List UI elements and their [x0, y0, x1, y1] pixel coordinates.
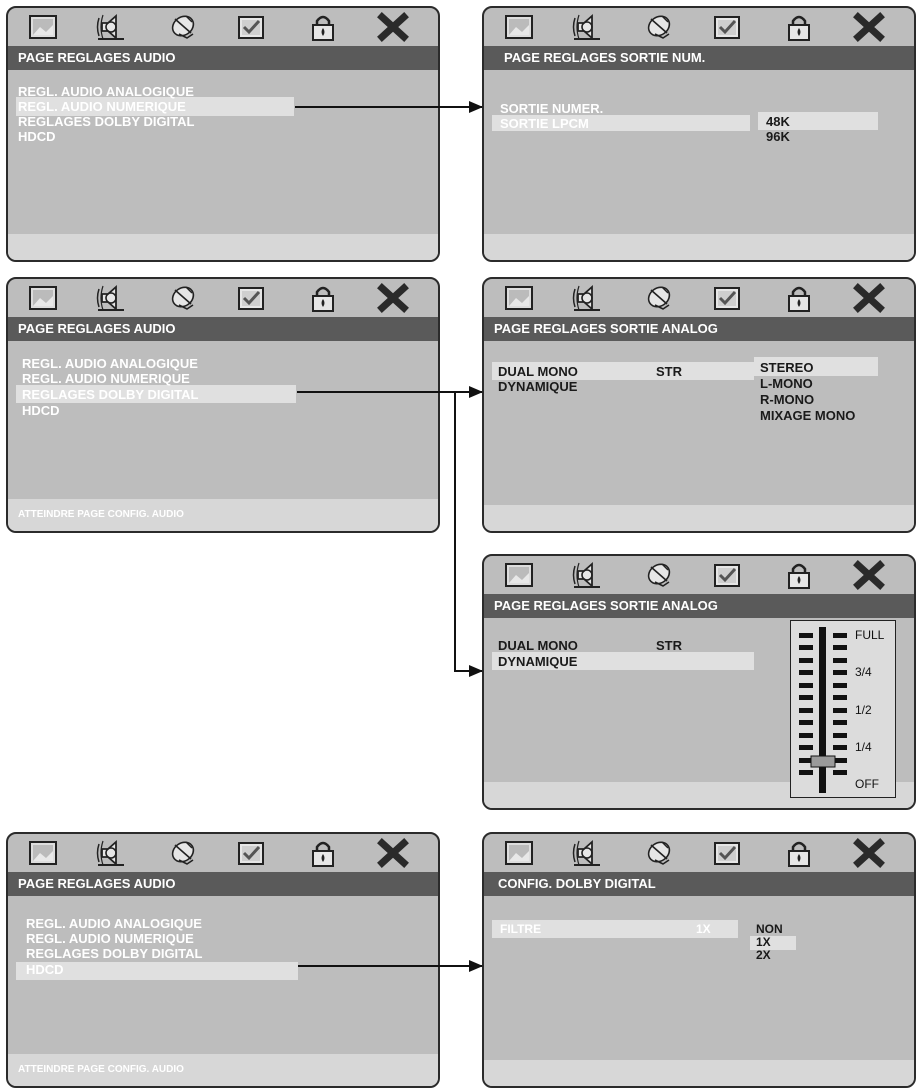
- checkbox-check-icon[interactable]: [710, 560, 744, 590]
- analog-output-panel-2: [482, 554, 916, 810]
- dual-mono-value: STR: [656, 364, 682, 379]
- speaker-audio-icon[interactable]: [94, 12, 128, 42]
- icon-bar: [8, 8, 438, 46]
- page-title: PAGE REGLAGES SORTIE ANALOG: [484, 317, 914, 341]
- satellite-dish-icon[interactable]: [166, 283, 200, 313]
- menu-item-hdcd[interactable]: HDCD: [22, 403, 60, 418]
- close-x-icon[interactable]: [852, 838, 886, 868]
- menu-item-analog-audio[interactable]: REGL. AUDIO ANALOGIQUE: [26, 916, 202, 931]
- padlock-icon[interactable]: [782, 560, 816, 590]
- audio-setup-panel-1: [6, 6, 440, 262]
- icon-bar: [8, 279, 438, 317]
- menu-item-dual-mono[interactable]: DUAL MONO: [498, 364, 578, 379]
- padlock-icon[interactable]: [782, 12, 816, 42]
- menu-item-lpcm-output[interactable]: SORTIE LPCM: [500, 116, 589, 131]
- option-stereo[interactable]: STEREO: [760, 360, 814, 375]
- satellite-dish-icon[interactable]: [166, 12, 200, 42]
- speaker-audio-icon[interactable]: [570, 283, 604, 313]
- menu-item-analog-audio[interactable]: REGL. AUDIO ANALOGIQUE: [22, 356, 198, 371]
- audio-setup-panel-2: [6, 277, 440, 533]
- checkbox-check-icon[interactable]: [234, 283, 268, 313]
- gauge-label-half: 1/2: [855, 703, 872, 717]
- tv-screen-icon[interactable]: [502, 12, 536, 42]
- gauge-scale: [791, 621, 894, 796]
- checkbox-check-icon[interactable]: [710, 12, 744, 42]
- menu-item-dual-mono[interactable]: DUAL MONO: [498, 638, 578, 653]
- checkbox-check-icon[interactable]: [234, 838, 268, 868]
- satellite-dish-icon[interactable]: [642, 838, 676, 868]
- dual-mono-value: STR: [656, 638, 682, 653]
- page-title: PAGE REGLAGES AUDIO: [8, 872, 438, 896]
- option-mixage-mono[interactable]: MIXAGE MONO: [760, 408, 856, 423]
- status-footer: [484, 505, 914, 531]
- status-footer: ATTEINDRE PAGE CONFIG. AUDIO: [8, 1054, 438, 1086]
- menu-item-analog-audio[interactable]: REGL. AUDIO ANALOGIQUE: [18, 84, 194, 99]
- close-x-icon[interactable]: [376, 838, 410, 868]
- menu-item-digital-output[interactable]: SORTIE NUMER.: [500, 101, 604, 116]
- menu-item-dynamic[interactable]: DYNAMIQUE: [498, 654, 578, 669]
- icon-bar: [484, 556, 914, 594]
- option-2x[interactable]: 2X: [756, 948, 771, 962]
- filter-value: 1X: [696, 922, 711, 936]
- icon-bar: [484, 834, 914, 872]
- icon-bar: [484, 279, 914, 317]
- checkbox-check-icon[interactable]: [710, 838, 744, 868]
- option-48k[interactable]: 48K: [766, 114, 790, 129]
- checkbox-check-icon[interactable]: [234, 12, 268, 42]
- menu-item-dolby-digital[interactable]: REGLAGES DOLBY DIGITAL: [26, 946, 203, 961]
- menu-item-dynamic[interactable]: DYNAMIQUE: [498, 379, 578, 394]
- page-title: PAGE REGLAGES SORTIE ANALOG: [484, 594, 914, 618]
- speaker-audio-icon[interactable]: [94, 283, 128, 313]
- dynamic-range-gauge[interactable]: [790, 620, 896, 798]
- menu-item-digital-audio[interactable]: REGL. AUDIO NUMERIQUE: [22, 371, 190, 386]
- digital-output-panel: [482, 6, 916, 262]
- menu-item-digital-audio[interactable]: REGL. AUDIO NUMERIQUE: [26, 931, 194, 946]
- satellite-dish-icon[interactable]: [166, 838, 200, 868]
- menu-item-hdcd[interactable]: HDCD: [18, 129, 56, 144]
- padlock-icon[interactable]: [782, 838, 816, 868]
- menu-item-hdcd[interactable]: HDCD: [26, 962, 64, 977]
- tv-screen-icon[interactable]: [502, 560, 536, 590]
- status-footer: [484, 1060, 914, 1086]
- gauge-label-full: FULL: [855, 628, 885, 642]
- option-1x[interactable]: 1X: [756, 935, 771, 949]
- satellite-dish-icon[interactable]: [642, 12, 676, 42]
- analog-output-panel-1: [482, 277, 916, 533]
- status-footer: ATTEINDRE PAGE CONFIG. AUDIO: [8, 499, 438, 531]
- menu-item-dolby-digital[interactable]: REGLAGES DOLBY DIGITAL: [18, 114, 195, 129]
- icon-bar: [484, 8, 914, 46]
- padlock-icon[interactable]: [782, 283, 816, 313]
- close-x-icon[interactable]: [376, 12, 410, 42]
- tv-screen-icon[interactable]: [502, 838, 536, 868]
- close-x-icon[interactable]: [852, 560, 886, 590]
- gauge-label-three-quarter: 3/4: [855, 665, 872, 679]
- option-non[interactable]: NON: [756, 922, 783, 936]
- tv-screen-icon[interactable]: [502, 283, 536, 313]
- tv-screen-icon[interactable]: [26, 283, 60, 313]
- option-r-mono[interactable]: R-MONO: [760, 392, 815, 407]
- padlock-icon[interactable]: [306, 283, 340, 313]
- gauge-slider-thumb[interactable]: [811, 756, 835, 767]
- menu-item-filter[interactable]: FILTRE: [500, 922, 542, 936]
- satellite-dish-icon[interactable]: [642, 560, 676, 590]
- tv-screen-icon[interactable]: [26, 12, 60, 42]
- gauge-label-off: OFF: [855, 777, 879, 791]
- page-title: PAGE REGLAGES AUDIO: [8, 317, 438, 341]
- close-x-icon[interactable]: [852, 12, 886, 42]
- status-footer: [8, 234, 438, 260]
- option-96k[interactable]: 96K: [766, 129, 790, 144]
- page-title: CONFIG. DOLBY DIGITAL: [484, 872, 914, 896]
- padlock-icon[interactable]: [306, 838, 340, 868]
- page-title: PAGE REGLAGES AUDIO: [8, 46, 438, 70]
- speaker-audio-icon[interactable]: [94, 838, 128, 868]
- checkbox-check-icon[interactable]: [710, 283, 744, 313]
- speaker-audio-icon[interactable]: [570, 838, 604, 868]
- padlock-icon[interactable]: [306, 12, 340, 42]
- gauge-label-quarter: 1/4: [855, 740, 872, 754]
- close-x-icon[interactable]: [376, 283, 410, 313]
- menu-item-digital-audio[interactable]: REGL. AUDIO NUMERIQUE: [18, 99, 186, 114]
- audio-setup-panel-3: [6, 832, 440, 1088]
- status-footer: [484, 234, 914, 260]
- tv-screen-icon[interactable]: [26, 838, 60, 868]
- icon-bar: [8, 834, 438, 872]
- speaker-audio-icon[interactable]: [570, 560, 604, 590]
- option-l-mono[interactable]: L-MONO: [760, 376, 813, 391]
- menu-item-dolby-digital[interactable]: REGLAGES DOLBY DIGITAL: [22, 387, 199, 402]
- satellite-dish-icon[interactable]: [642, 283, 676, 313]
- speaker-audio-icon[interactable]: [570, 12, 604, 42]
- page-title: PAGE REGLAGES SORTIE NUM.: [484, 46, 914, 70]
- close-x-icon[interactable]: [852, 283, 886, 313]
- dolby-digital-panel: [482, 832, 916, 1088]
